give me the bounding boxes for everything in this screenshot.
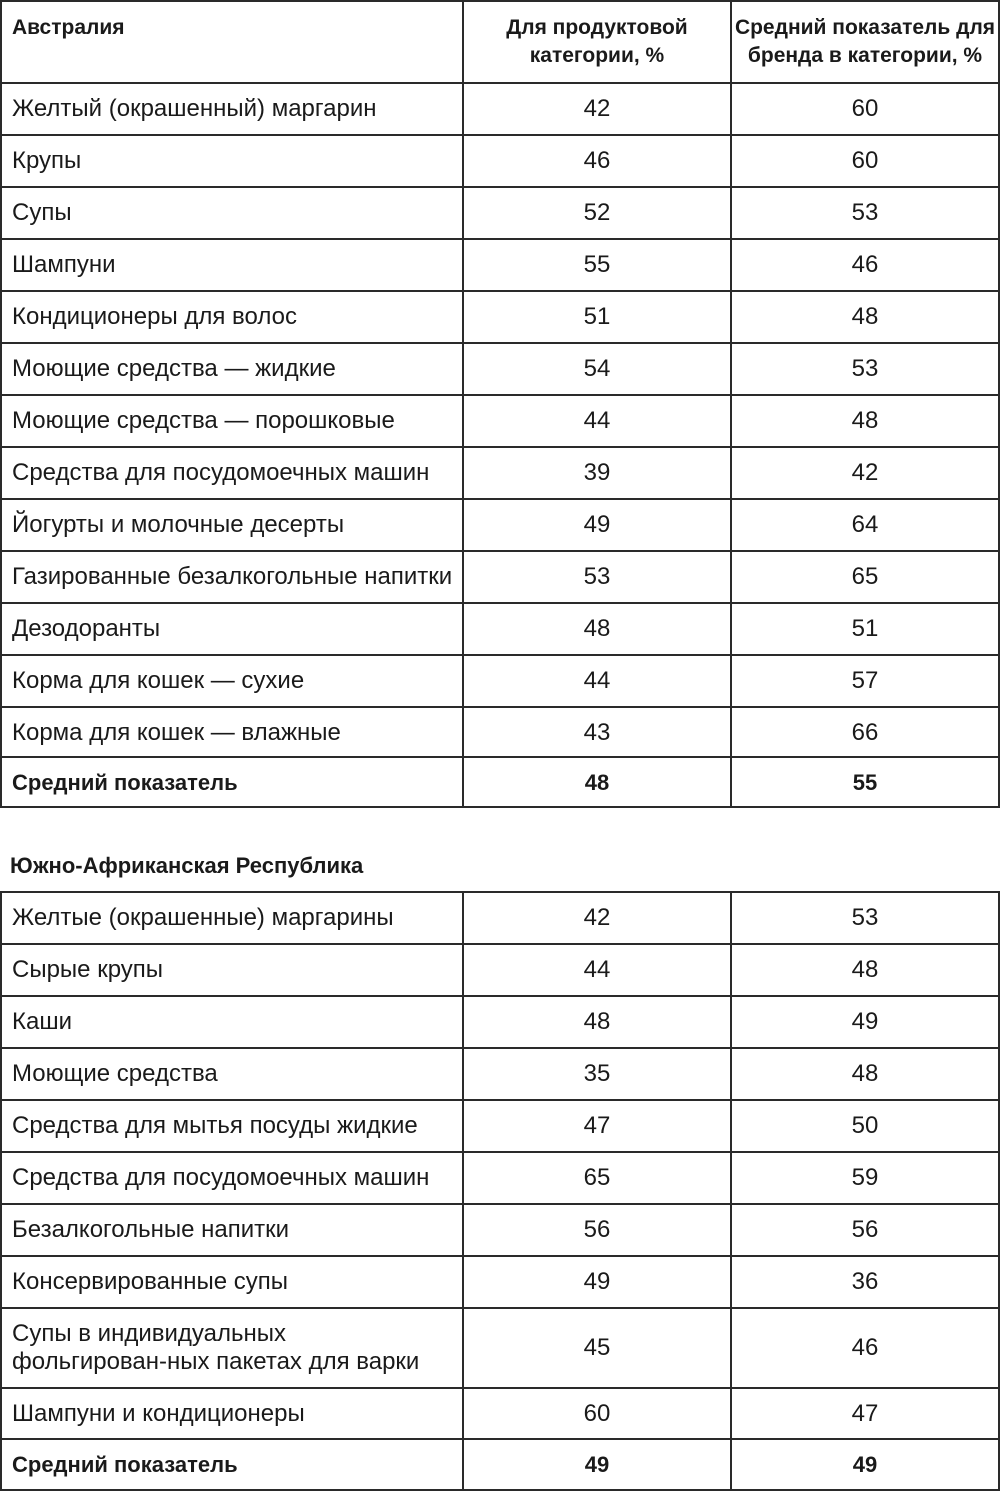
brand-average-percent-value: 59 <box>730 1151 1000 1203</box>
product-category-name: Консервированные супы <box>0 1255 462 1307</box>
brand-average-percent-value: 48 <box>730 394 1000 446</box>
product-category-name: Дезодоранты <box>0 602 462 654</box>
category-percent-value: 48 <box>462 995 730 1047</box>
south-africa-table-bottom-border <box>0 1489 1000 1491</box>
product-category-name: Желтые (окрашенные) маргарины <box>0 891 462 943</box>
product-category-name: Газированные безалкогольные напитки <box>0 550 462 602</box>
category-percent-value: 54 <box>462 342 730 394</box>
brand-average-percent-value: 49 <box>730 995 1000 1047</box>
product-category-name: Средства для посудомоечных машин <box>0 446 462 498</box>
brand-average-percent-value: 50 <box>730 1099 1000 1151</box>
product-category-name: Супы <box>0 186 462 238</box>
category-percent-value: 48 <box>462 602 730 654</box>
table-row <box>0 1151 1000 1203</box>
header-category-percent: Для продуктовой категории, % <box>462 0 730 82</box>
category-percent-value: 56 <box>462 1203 730 1255</box>
header-country: Австралия <box>0 0 462 82</box>
category-percent-value: 55 <box>462 238 730 290</box>
table-row <box>0 134 1000 186</box>
brand-average-percent-value: 53 <box>730 186 1000 238</box>
australia-average-category: 48 <box>462 756 730 808</box>
table-row <box>0 706 1000 758</box>
table-row <box>0 238 1000 290</box>
product-category-name: Корма для кошек — влажные <box>0 706 462 758</box>
table-header-row <box>0 0 1000 82</box>
table-row <box>0 550 1000 602</box>
brand-average-percent-value: 48 <box>730 943 1000 995</box>
brand-average-percent-value: 46 <box>730 1307 1000 1387</box>
south-africa-average-row <box>0 1438 1000 1490</box>
category-percent-value: 42 <box>462 891 730 943</box>
brand-average-percent-value: 57 <box>730 654 1000 706</box>
australia-table-bottom-border <box>0 806 1000 808</box>
brand-average-percent-value: 42 <box>730 446 1000 498</box>
brand-average-percent-value: 64 <box>730 498 1000 550</box>
brand-average-percent-value: 51 <box>730 602 1000 654</box>
category-percent-value: 39 <box>462 446 730 498</box>
product-category-name: Сырые крупы <box>0 943 462 995</box>
product-category-name: Моющие средства <box>0 1047 462 1099</box>
product-category-name: Йогурты и молочные десерты <box>0 498 462 550</box>
brand-average-percent-value: 46 <box>730 238 1000 290</box>
product-category-name: Супы в индивидуальных фольгирован-ных пакетах для варки <box>0 1307 462 1387</box>
header-brand-average-percent: Средний показатель для бренда в категории, % <box>730 0 1000 82</box>
south-africa-section-title: Южно-Африканская Республика <box>10 853 364 878</box>
category-percent-value: 47 <box>462 1099 730 1151</box>
category-percent-value: 42 <box>462 82 730 134</box>
australia-average-row <box>0 756 1000 808</box>
table-row <box>0 446 1000 498</box>
table-row <box>0 342 1000 394</box>
table-row <box>0 602 1000 654</box>
table-row <box>0 290 1000 342</box>
table-row <box>0 654 1000 706</box>
category-percent-value: 44 <box>462 943 730 995</box>
australia-average-label: Средний показатель <box>0 756 462 808</box>
table-row <box>0 1099 1000 1151</box>
table-row <box>0 891 1000 943</box>
table-row <box>0 943 1000 995</box>
category-percent-value: 60 <box>462 1387 730 1439</box>
table-row <box>0 1203 1000 1255</box>
product-category-name: Крупы <box>0 134 462 186</box>
table-row <box>0 498 1000 550</box>
brand-average-percent-value: 53 <box>730 342 1000 394</box>
category-percent-value: 44 <box>462 394 730 446</box>
product-category-name: Корма для кошек — сухие <box>0 654 462 706</box>
product-category-name: Каши <box>0 995 462 1047</box>
south-africa-average-category: 49 <box>462 1438 730 1490</box>
table-row <box>0 82 1000 134</box>
category-percent-value: 49 <box>462 498 730 550</box>
south-africa-average-label: Средний показатель <box>0 1438 462 1490</box>
brand-average-percent-value: 60 <box>730 82 1000 134</box>
category-percent-value: 43 <box>462 706 730 758</box>
brand-average-percent-value: 65 <box>730 550 1000 602</box>
australia-average-brand: 55 <box>730 756 1000 808</box>
product-category-name: Шампуни <box>0 238 462 290</box>
product-category-name: Желтый (окрашенный) маргарин <box>0 82 462 134</box>
category-percent-value: 44 <box>462 654 730 706</box>
south-africa-average-brand: 49 <box>730 1438 1000 1490</box>
category-percent-value: 52 <box>462 186 730 238</box>
category-percent-value: 53 <box>462 550 730 602</box>
brand-average-percent-value: 56 <box>730 1203 1000 1255</box>
category-percent-value: 49 <box>462 1255 730 1307</box>
category-percent-value: 45 <box>462 1307 730 1387</box>
brand-average-percent-value: 48 <box>730 290 1000 342</box>
table-row <box>0 1255 1000 1307</box>
table-row <box>0 394 1000 446</box>
category-percent-value: 46 <box>462 134 730 186</box>
brand-average-percent-value: 60 <box>730 134 1000 186</box>
table-row <box>0 1387 1000 1439</box>
product-category-name: Кондиционеры для волос <box>0 290 462 342</box>
brand-average-percent-value: 36 <box>730 1255 1000 1307</box>
product-category-name: Безалкогольные напитки <box>0 1203 462 1255</box>
product-category-name: Моющие средства — жидкие <box>0 342 462 394</box>
category-percent-value: 35 <box>462 1047 730 1099</box>
product-category-name: Шампуни и кондиционеры <box>0 1387 462 1439</box>
table-row <box>0 1047 1000 1099</box>
table-row <box>0 186 1000 238</box>
brand-average-percent-value: 47 <box>730 1387 1000 1439</box>
table-row <box>0 995 1000 1047</box>
category-percent-value: 51 <box>462 290 730 342</box>
product-category-name: Средства для мытья посуды жидкие <box>0 1099 462 1151</box>
brand-average-percent-value: 48 <box>730 1047 1000 1099</box>
product-category-name: Моющие средства — порошковые <box>0 394 462 446</box>
brand-average-percent-value: 66 <box>730 706 1000 758</box>
brand-average-percent-value: 53 <box>730 891 1000 943</box>
product-category-name: Средства для посудомоечных машин <box>0 1151 462 1203</box>
table-row <box>0 1307 1000 1387</box>
category-percent-value: 65 <box>462 1151 730 1203</box>
